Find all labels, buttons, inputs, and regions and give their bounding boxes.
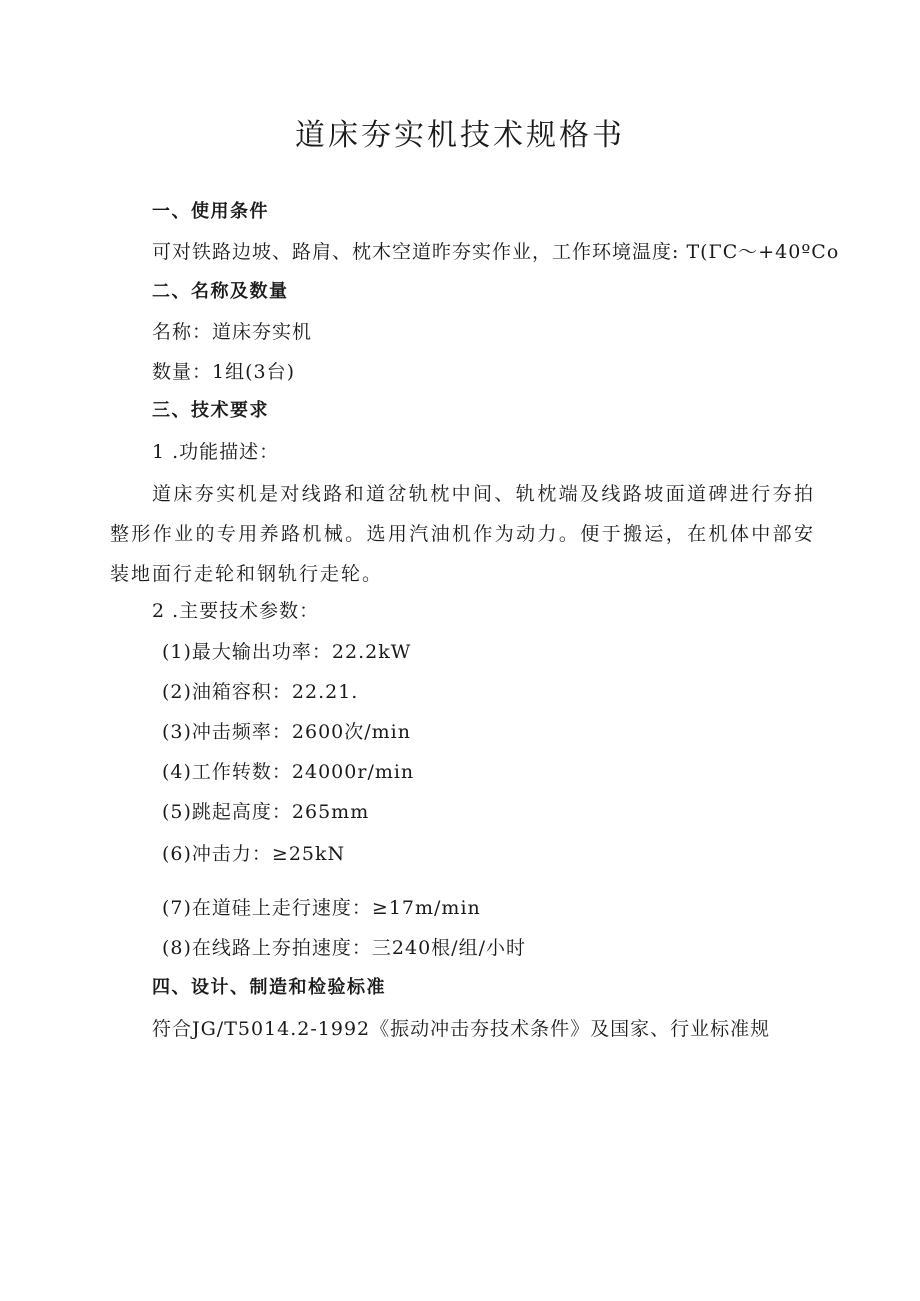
param-item: (3)冲击频率：2600次∕min [162, 721, 411, 743]
params-title: 2 .主要技术参数： [152, 600, 320, 622]
section-heading-tech: 三、技术要求 [152, 400, 269, 421]
param-item: (6)冲击力：≥25kN [162, 843, 346, 865]
section-heading-conditions: 一、使用条件 [152, 201, 269, 222]
param-item: (2)油箱容积：22.21. [162, 681, 359, 703]
section-heading-standards: 四、设计、制造和检验标准 [152, 977, 386, 998]
section-heading-name-quantity: 二、名称及数量 [152, 281, 289, 302]
param-item: (5)跳起高度：265mm [162, 801, 370, 823]
device-name: 名称：道床夯实机 [152, 321, 313, 343]
param-item: (8)在线路上夯拍速度：三240根/组/小时 [162, 937, 526, 959]
function-title: 1 .功能描述： [152, 441, 280, 463]
document-title: 道床夯实机技术规格书 [295, 118, 625, 153]
function-description: 道床夯实机是对线路和道岔轨枕中间、轨枕端及线路坡面道碑进行夯拍整形作业的专用养路机械。选用汽油机作为动力。便于搬运，在机体中部安装地面行走轮和钢轨行走轮。 [110, 483, 815, 585]
param-item: (4)工作转数：24000r/min [162, 761, 415, 783]
standards-text: 符合JG/T5014.2-1992《振动冲击夯技术条件》及国家、行业标准规 [152, 1018, 771, 1040]
param-item: (7)在道硅上走行速度：≥17m/min [162, 897, 481, 919]
device-quantity: 数量：1组(3台) [152, 361, 296, 383]
conditions-text: 可对铁路边坡、路肩、枕木空道昨夯实作业，工作环境温度: T(ΓC～+40ºCo [152, 241, 840, 263]
param-item: (1)最大输出功率：22.2kW [162, 641, 412, 663]
